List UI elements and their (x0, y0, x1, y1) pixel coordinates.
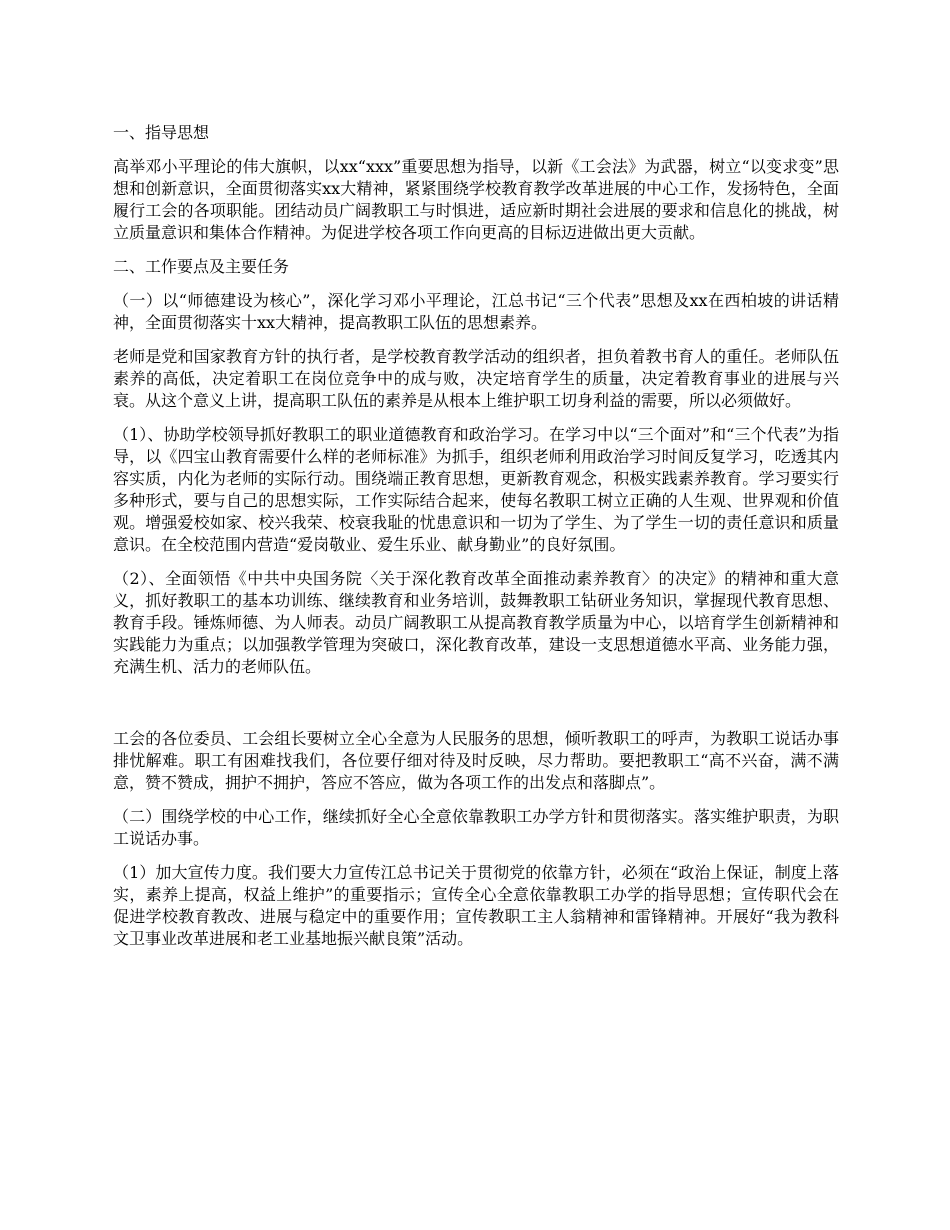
paragraph-teacher-role: 老师是党和国家教育方针的执行者，是学校教育教学活动的组织者，担负着教书育人的重任。老师队伍素养的高低，决定着职工在岗位竞争中的成与败，决定培育学生的质量，决定着教育事业的进展与兴衰。从这个意义上讲，提高职工队伍的素养是从根本上维护职工切身利益的需要，所以必须做好。 (113, 347, 839, 410)
paragraph-subitem-2: （2）、全面领悟《中共中央国务院〈关于深化教育改革全面推动素养教育〉的决定》的精神和重大意义，抓好教职工的基本功训练、继续教育和业务培训，鼓舞教职工钻研业务知识，掌握现代教育思想、教育手段。锤炼师德、为人师表。动员广阔教职工从提高教育教学质量为中心，以培育学生创新精神和实践能力为重点；以加强教学管理为突破口，深化教育改革，建设一支思想道德水平高、业务能力强，充满生机、活力的老师队伍。 (113, 569, 839, 676)
page-gap (113, 690, 839, 728)
section-heading-work-points: 二、工作要点及主要任务 (113, 257, 290, 276)
paragraph-union-committee: 工会的各位委员、工会组长要树立全心全意为人民服务的思想，倾听教职工的呼声，为教职工说话办事排忧解难。职工有困难找我们，各位要仔细对待及时反映，尽力帮助。要把教职工“高不兴奋，满不满意，赞不赞成，拥护不拥护，答应不答应，做为各项工作的出发点和落脚点”。 (113, 729, 839, 792)
paragraph-subitem-1: （1）、协助学校领导抓好教职工的职业道德教育和政治学习。在学习中以“三个面对”和“三个代表”为指导，以《四宝山教育需要什么样的老师标准》为抓手，组织老师利用政治学习时间反复学习，吃透其内容实质，内化为老师的实际行动。围绕端正教育思想，更新教育观念，积极实践素养教育。学习要实行多种形式，要与自己的思想实际，工作实际结合起来，使每名教职工树立正确的人生观、世界观和价值观。增强爱校如家、校兴我荣、校衰我耻的忧患意识和一切为了学生、为了学生一切的责任意识和质量意识。在全校范围内营造“爱岗敬业、爱生乐业、献身勤业”的良好氛围。 (113, 425, 839, 554)
paragraph-item-2: （二）围绕学校的中心工作，继续抓好全心全意依靠教职工办学方针和贯彻落实。落实维护职责，为职工说话办事。 (113, 807, 839, 848)
paragraph-item-1: （一）以“师德建设为核心”，深化学习邓小平理论，江总书记“三个代表”思想及xx在西柏坡的讲话精神，全面贯彻落实十xx大精神，提高教职工队伍的思想素养。 (113, 291, 839, 332)
section-heading-guiding-ideology: 一、指导思想 (113, 123, 210, 142)
paragraph-guiding-ideology: 高举邓小平理论的伟大旗帜，以xx“xxx”重要思想为指导，以新《工会法》为武器，树立“以变求变”思想和创新意识，全面贯彻落实xx大精神，紧紧围绕学校教育教学改革进展的中心工作，发扬特色，全面履行工会的各项职能。团结动员广阔教职工与时惧进，适应新时期社会进展的要求和信息化的挑战，树立质量意识和集体合作精神。为促进学校各项工作向更高的目标迈进做出更大贡献。 (113, 157, 839, 242)
document-body (113, 122, 839, 962)
paragraph-publicity: （1）加大宣传力度。我们要大力宣传江总书记关于贯彻党的依靠方针，必须在“政治上保证，制度上落实，素养上提高，权益上维护”的重要指示；宣传全心全意依靠教职工办学的指导思想；宣传职代会在促进学校教育教改、进展与稳定中的重要作用；宣传教职工主人翁精神和雷锋精神。开展好“我为教科文卫事业改革进展和老工业基地振兴献良策”活动。 (113, 863, 839, 948)
